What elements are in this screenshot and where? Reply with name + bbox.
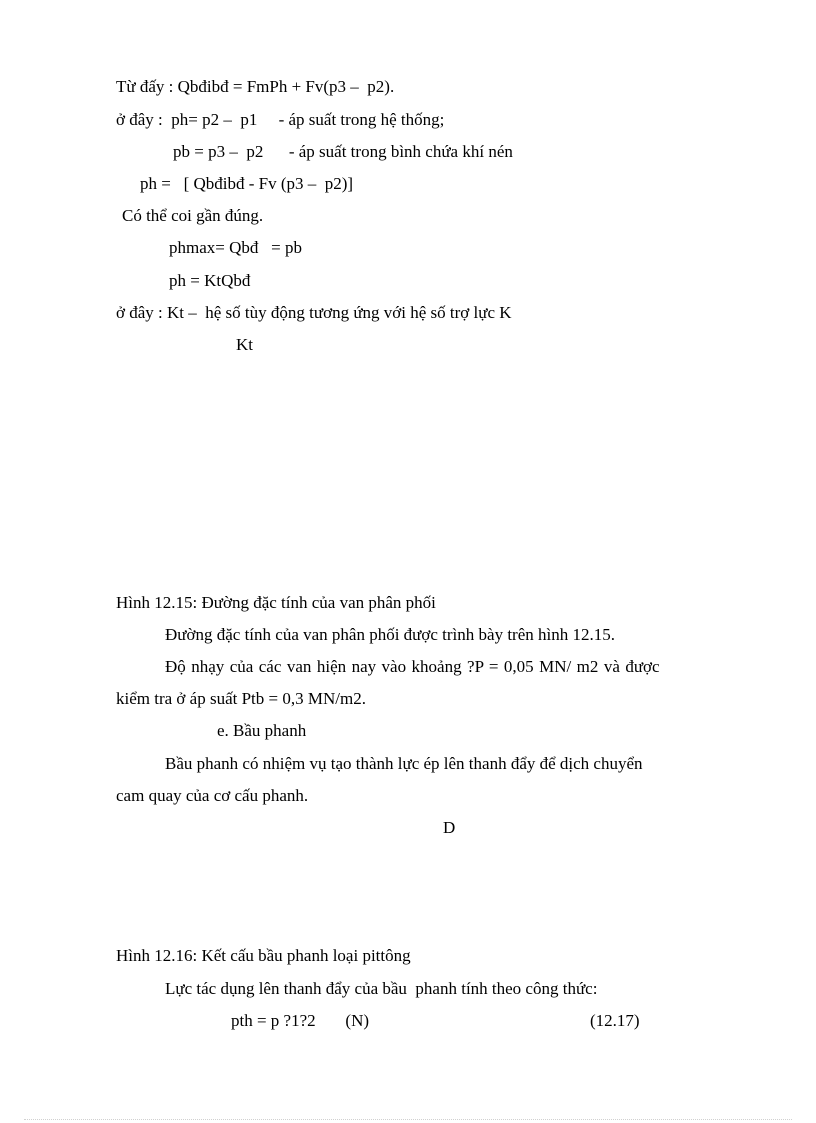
formula-fragment: Kt xyxy=(236,335,253,354)
figure-caption: Hình 12.16: Kết cấu bầu phanh loại pittông xyxy=(116,946,411,965)
figure-caption: Hình 12.15: Đường đặc tính của van phân phối xyxy=(116,593,436,612)
figure-label: D xyxy=(443,818,456,837)
text-line: Từ đấy : Qbđibđ = FmPh + Fv(p3 – p2). xyxy=(116,77,395,96)
paragraph-line: kiểm tra ở áp suất Ptb = 0,3 MN/m2. xyxy=(116,689,366,708)
equation-number: (12.17) xyxy=(590,1011,640,1030)
formula-line: ph = [ Qbđibđ - Fv (p3 – p2)] xyxy=(140,174,354,193)
formula-line: phmax= Qbđ = pb xyxy=(169,238,302,257)
paragraph-line: Lực tác dụng lên thanh đẩy của bầu phanh tính theo công thức: xyxy=(165,979,598,998)
formula-line: ph = KtQbđ xyxy=(169,271,251,290)
section-heading: e. Bầu phanh xyxy=(217,721,307,740)
formula-line: pth = p ?1?2 (N) xyxy=(231,1011,370,1030)
paragraph-line: Đường đặc tính của van phân phối được trình bày trên hình 12.15. xyxy=(165,625,615,644)
paragraph-line: cam quay của cơ cấu phanh. xyxy=(116,786,309,805)
text-line: ở đây : Kt – hệ số tùy động tương ứng với hệ số trợ lực K xyxy=(116,303,512,322)
paragraph-line: Độ nhạy của các van hiện nay vào khoảng ?P = 0,05 MN/ m2 và được xyxy=(165,657,660,676)
text-line: Có thể coi gần đúng. xyxy=(122,206,264,225)
text-line: pb = p3 – p2 - áp suất trong bình chứa khí nén xyxy=(173,142,513,161)
paragraph-line: Bầu phanh có nhiệm vụ tạo thành lực ép lên thanh đẩy để dịch chuyển xyxy=(165,754,643,773)
text-line: ở đây : ph= p2 – p1 - áp suất trong hệ thống; xyxy=(116,110,445,129)
page-bottom-rule xyxy=(24,1119,792,1120)
